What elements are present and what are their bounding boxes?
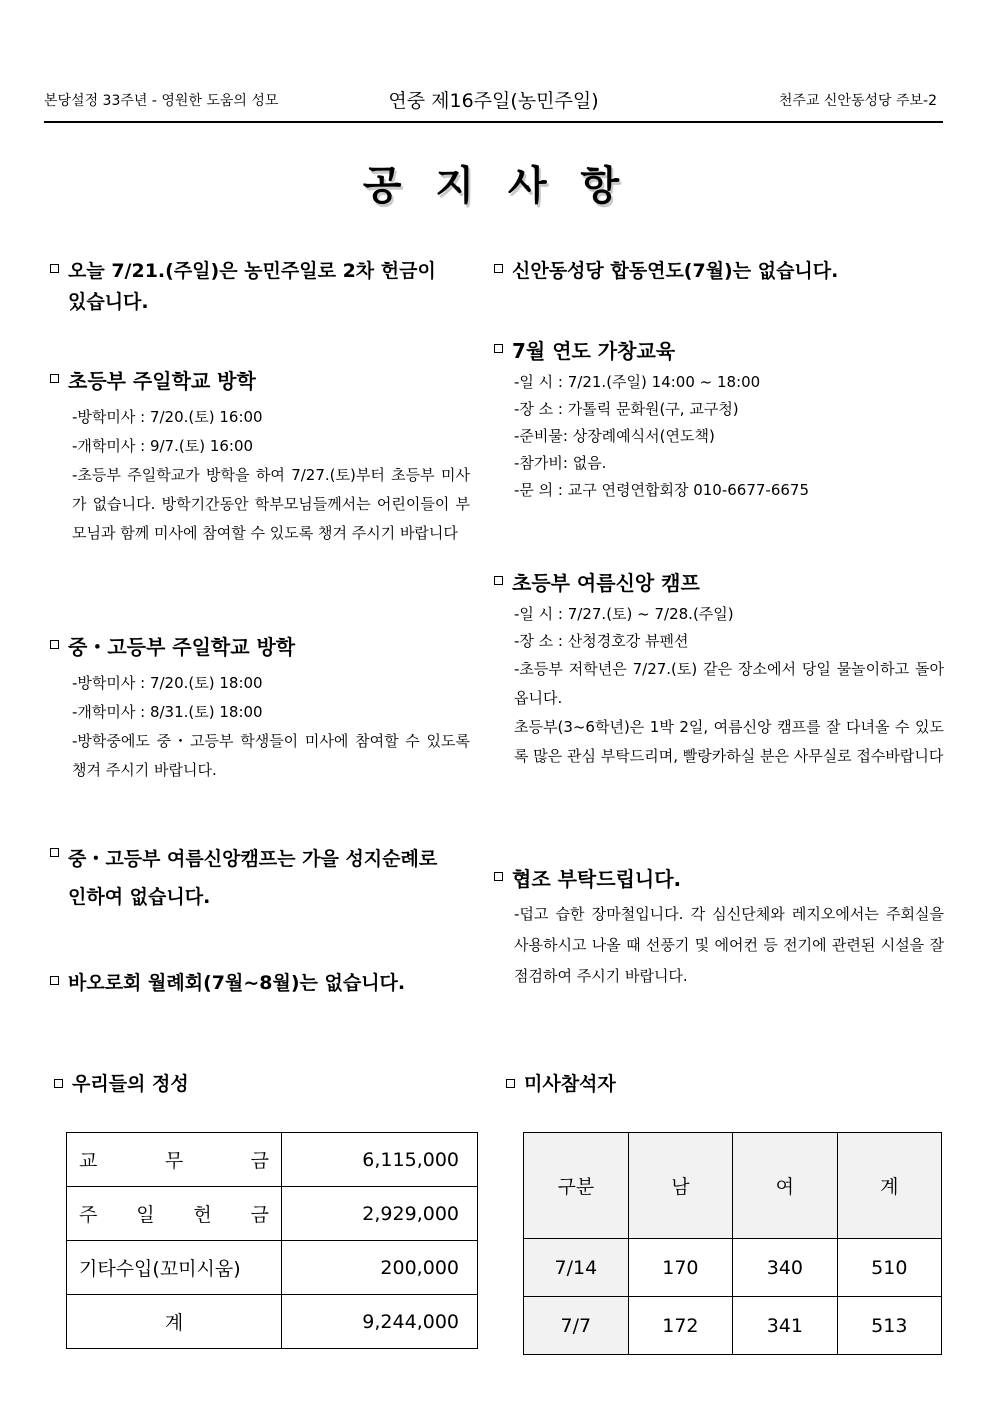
table-row bbox=[524, 1239, 942, 1297]
elementary-camp-notice bbox=[494, 568, 944, 771]
paul-society-notice bbox=[50, 968, 470, 999]
checkbox-bullet-icon bbox=[50, 976, 59, 985]
section-paragraph: 초등부(3~6학년)은 1박 2일, 여름신앙 캠프를 잘 다녀올 수 있도록 많은 관심 부탁드리며, 빨랑카하실 분은 사무실로 접수바랍니다 bbox=[514, 718, 944, 765]
table-header-row bbox=[524, 1133, 942, 1239]
checkbox-bullet-icon bbox=[494, 872, 503, 881]
camp-notice-line1: 중・고등부 여름신앙캠프는 가을 성지순례로 bbox=[68, 848, 438, 870]
camp-notice-line2: 인하여 없습니다. bbox=[68, 886, 211, 908]
joint-prayer-notice bbox=[494, 256, 944, 287]
checkbox-bullet-icon bbox=[50, 374, 59, 383]
camp-date-line: -일 시 : 7/27.(토) ~ 7/28.(주일) bbox=[514, 605, 734, 623]
column-header: 계 bbox=[837, 1133, 941, 1239]
checkbox-bullet-icon bbox=[50, 264, 59, 273]
checkbox-bullet-icon bbox=[50, 848, 59, 857]
section-paragraph: -초등부 주일학교가 방학을 하여 7/27.(토)부터 초등부 미사가 없습니다. 방학기간동안 학부모님들께서는 어린이들이 부모님과 함께 미사에 참여할 수 있도록 챙겨 주시기 바랍니다 bbox=[72, 466, 470, 542]
offering-label-sunday: 주 일 헌 금 bbox=[79, 1204, 269, 1226]
date-cell: 7/14 bbox=[524, 1239, 629, 1297]
date-cell: 7/7 bbox=[524, 1297, 629, 1355]
table-row bbox=[67, 1187, 478, 1241]
offering-total-value: 9,244,000 bbox=[282, 1295, 478, 1349]
middle-high-school-vacation bbox=[50, 632, 470, 785]
checkbox-bullet-icon bbox=[50, 640, 59, 649]
attendance-table bbox=[523, 1132, 942, 1355]
middle-high-camp-notice bbox=[50, 840, 470, 916]
school-start-mass-line: -개학미사 : 8/31.(토) 18:00 bbox=[72, 703, 263, 721]
choir-place-line: -장 소 : 가톨릭 문화원(구, 교구청) bbox=[514, 400, 739, 418]
choir-contact-line: -문 의 : 교구 연령연합회장 010-6677-6675 bbox=[514, 481, 810, 499]
section-title: 협조 부탁드립니다. bbox=[512, 867, 682, 891]
section-title: 중・고등부 주일학교 방학 bbox=[68, 635, 296, 659]
elementary-school-vacation bbox=[50, 366, 470, 548]
section-paragraph: -초등부 저학년은 7/27.(토) 같은 장소에서 당일 물놀이하고 돌아옵니다. bbox=[514, 660, 944, 707]
offering-value: 6,115,000 bbox=[282, 1133, 478, 1187]
parish-anniversary-text: 본당설정 33주년 - 영원한 도움의 성모 bbox=[44, 93, 279, 109]
column-header: 여 bbox=[733, 1133, 837, 1239]
table-cell: 513 bbox=[837, 1297, 941, 1355]
table-row bbox=[67, 1295, 478, 1349]
table-row bbox=[67, 1241, 478, 1295]
table-row bbox=[67, 1133, 478, 1187]
section-title: 초등부 주일학교 방학 bbox=[68, 369, 256, 393]
cooperation-request bbox=[494, 864, 944, 992]
section-title: 7월 연도 가창교육 bbox=[512, 339, 676, 363]
section-title: 신안동성당 합동연도(7월)는 없습니다. bbox=[512, 260, 839, 282]
farmers-notice-line1: 오늘 7/21.(주일)은 농민주일로 2차 헌금이 bbox=[68, 260, 436, 282]
bulletin-page-label: 천주교 신안동성당 주보-2 bbox=[778, 93, 937, 109]
section-title: 초등부 여름신앙 캠프 bbox=[512, 571, 700, 595]
vacation-mass-line: -방학미사 : 7/20.(토) 16:00 bbox=[72, 408, 263, 426]
checkbox-bullet-icon bbox=[494, 576, 503, 585]
checkbox-bullet-icon bbox=[54, 1079, 63, 1088]
section-paragraph: -덥고 습한 장마철입니다. 각 심신단체와 레지오에서는 주회실을 사용하시고 나올 때 선풍기 및 에어컨 등 전기에 관련된 시설을 잘 점검하여 주시기 바랍니다. bbox=[514, 905, 944, 985]
table-row bbox=[524, 1297, 942, 1355]
farmers-notice-line2: 있습니다. bbox=[68, 291, 149, 313]
farmers-sunday-notice bbox=[50, 256, 470, 318]
header-divider bbox=[44, 121, 943, 123]
checkbox-bullet-icon bbox=[494, 344, 503, 353]
vacation-mass-line: -방학미사 : 7/20.(토) 18:00 bbox=[72, 674, 263, 692]
column-header: 남 bbox=[628, 1133, 732, 1239]
choir-education-notice bbox=[494, 336, 944, 504]
table-cell: 341 bbox=[733, 1297, 837, 1355]
checkbox-bullet-icon bbox=[494, 264, 503, 273]
page-title: 공 지 사 항 bbox=[362, 163, 630, 209]
attendance-heading: 미사참석자 bbox=[506, 1069, 616, 1096]
offering-label-other: 기타수입(꼬미시움) bbox=[67, 1241, 282, 1295]
offerings-table bbox=[66, 1132, 478, 1349]
bulletin-header bbox=[44, 86, 943, 116]
offering-label-dues: 교 무 금 bbox=[79, 1150, 269, 1172]
table-cell: 172 bbox=[628, 1297, 732, 1355]
offering-label-total: 계 bbox=[67, 1295, 282, 1349]
camp-place-line: -장 소 : 산청경호강 뷰펜션 bbox=[514, 632, 689, 650]
table-cell: 510 bbox=[837, 1239, 941, 1297]
section-title: 바오로회 월례회(7월~8월)는 없습니다. bbox=[68, 972, 406, 994]
school-start-mass-line: -개학미사 : 9/7.(토) 16:00 bbox=[72, 437, 254, 455]
choir-materials-line: -준비물: 상장례예식서(연도책) bbox=[514, 427, 715, 445]
section-paragraph: -방학중에도 중・고등부 학생들이 미사에 참여할 수 있도록 챙겨 주시기 바랍니다. bbox=[72, 732, 470, 779]
column-header: 구분 bbox=[524, 1133, 629, 1239]
choir-date-line: -일 시 : 7/21.(주일) 14:00 ~ 18:00 bbox=[514, 373, 761, 391]
table-cell: 340 bbox=[733, 1239, 837, 1297]
table-cell: 170 bbox=[628, 1239, 732, 1297]
checkbox-bullet-icon bbox=[506, 1079, 515, 1088]
offering-value: 200,000 bbox=[282, 1241, 478, 1295]
offering-value: 2,929,000 bbox=[282, 1187, 478, 1241]
liturgical-week-title: 연중 제16주일(농민주일) bbox=[388, 90, 599, 112]
offerings-heading: 우리들의 정성 bbox=[54, 1069, 189, 1096]
choir-fee-line: -참가비: 없음. bbox=[514, 454, 607, 472]
